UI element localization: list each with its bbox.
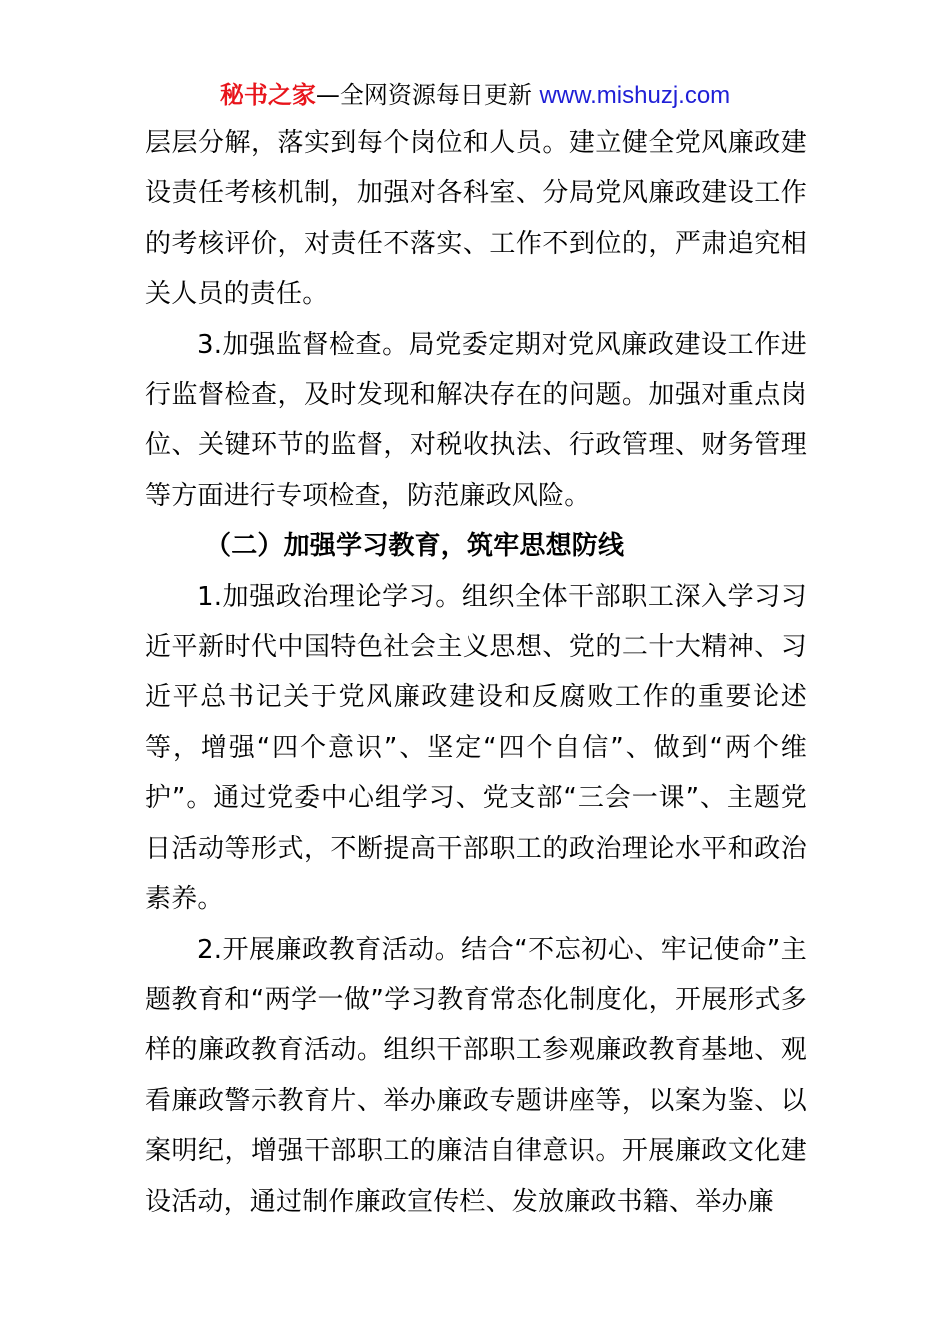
site-url-link[interactable]: www.mishuzj.com — [539, 82, 731, 109]
paragraph-political-study: 1.加强政治理论学习。组织全体干部职工深入学习习近平新时代中国特色社会主义思想、党的二十大精神、习近平总书记关于党风廉政建设和反腐败工作的重要论述等，增强“四个意识”、坚定“四个自信”、做到“两个维护”。通过党委中心组学习、党支部“三会一课”、主题党日活动等形式，不断提高干部职工的政治理论水平和政治素养。 — [145, 581, 807, 915]
section-heading: （二）加强学习教育，筑牢思想防线 — [205, 531, 625, 562]
paragraph-supervision: 3.加强监督检查。局党委定期对党风廉政建设工作进行监督检查，及时发现和解决存在的问题。加强对重点岗位、关键环节的监督，对税收执法、行政管理、财务管理等方面进行专项检查，防范廉政风险。 — [145, 329, 807, 511]
paragraph-integrity-education: 2.开展廉政教育活动。结合“不忘初心、牢记使命”主题教育和“两学一做”学习教育常态化制度化，开展形式多样的廉政教育活动。组织干部职工参观廉政教育基地、观看廉政警示教育片、举办廉政专题讲座等，以案为鉴、以案明纪，增强干部职工的廉洁自律意识。开展廉政文化建设活动，通过制作廉政宣传栏、发放廉政书籍、举办廉 — [145, 934, 807, 1217]
paragraph-continuation: 层层分解，落实到每个岗位和人员。建立健全党风廉政建设责任考核机制，加强对各科室、分局党风廉政建设工作的考核评价，对责任不落实、工作不到位的，严肃追究相关人员的责任。 — [145, 128, 807, 310]
site-brand: 秘书之家 — [219, 81, 316, 109]
site-tagline: —全网资源每日更新 — [315, 81, 540, 109]
document-body — [145, 118, 807, 1227]
site-header — [0, 78, 950, 113]
